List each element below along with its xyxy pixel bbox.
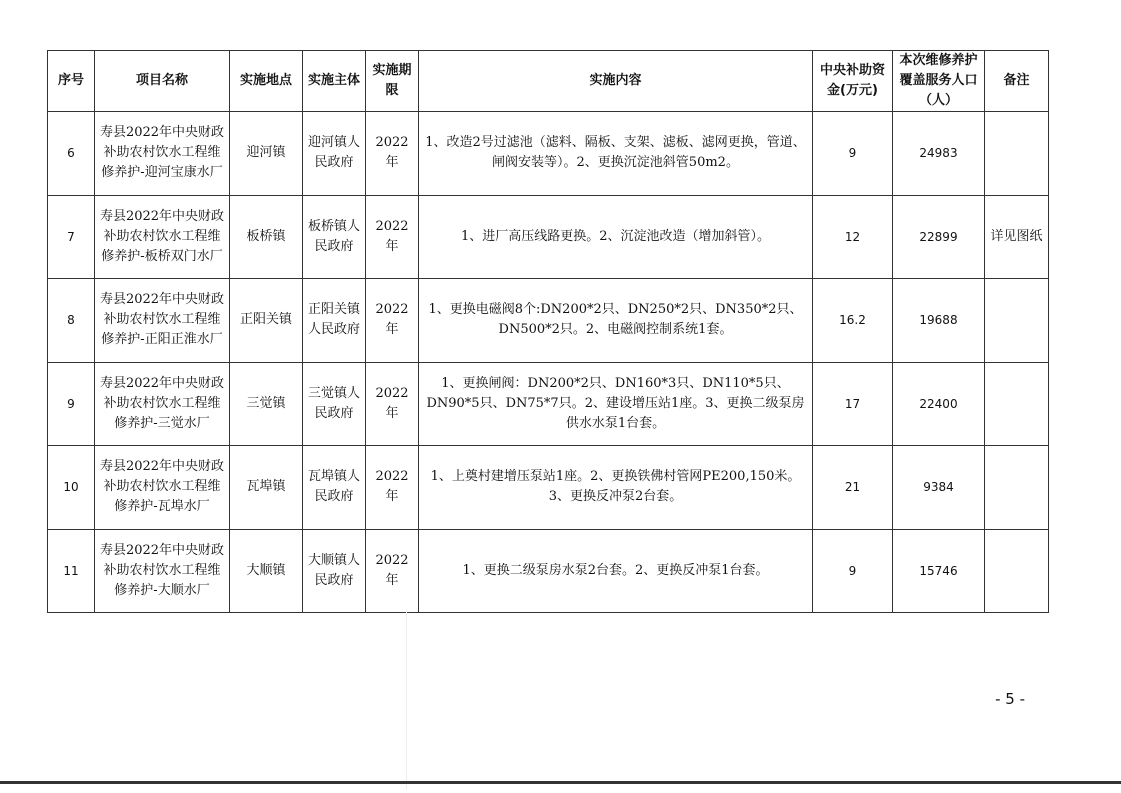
cell-funds: 12 — [813, 195, 893, 279]
cell-name: 寿县2022年中央财政补助农村饮水工程维修养护-板桥双门水厂 — [95, 195, 230, 279]
cell-funds: 21 — [813, 446, 893, 530]
header-funds: 中央补助资金(万元) — [813, 51, 893, 112]
table-row — [48, 195, 1049, 279]
cell-funds: 9 — [813, 112, 893, 196]
cell-remarks — [985, 446, 1049, 530]
cell-period: 2022年 — [366, 279, 419, 363]
cell-remarks — [985, 362, 1049, 446]
fold-line — [406, 610, 407, 790]
cell-period: 2022年 — [366, 112, 419, 196]
cell-location: 迎河镇 — [230, 112, 303, 196]
cell-location: 大顺镇 — [230, 529, 303, 613]
header-name: 项目名称 — [95, 51, 230, 112]
cell-population: 19688 — [893, 279, 985, 363]
cell-period: 2022年 — [366, 446, 419, 530]
header-index: 序号 — [48, 51, 95, 112]
cell-remarks — [985, 279, 1049, 363]
header-location: 实施地点 — [230, 51, 303, 112]
cell-index: 10 — [48, 446, 95, 530]
cell-remarks — [985, 112, 1049, 196]
cell-location: 三觉镇 — [230, 362, 303, 446]
table-row — [48, 446, 1049, 530]
cell-name: 寿县2022年中央财政补助农村饮水工程维修养护-三觉水厂 — [95, 362, 230, 446]
cell-population: 15746 — [893, 529, 985, 613]
cell-entity: 正阳关镇人民政府 — [303, 279, 366, 363]
page-number: - 5 - — [995, 690, 1025, 708]
cell-funds: 9 — [813, 529, 893, 613]
cell-content: 1、改造2号过滤池（滤料、隔板、支架、滤板、滤网更换，管道、闸阀安装等）。2、更换沉淀池斜管50m2。 — [419, 112, 813, 196]
cell-funds: 16.2 — [813, 279, 893, 363]
cell-index: 9 — [48, 362, 95, 446]
header-remarks: 备注 — [985, 51, 1049, 112]
header-entity: 实施主体 — [303, 51, 366, 112]
cell-index: 6 — [48, 112, 95, 196]
cell-remarks — [985, 529, 1049, 613]
header-period: 实施期限 — [366, 51, 419, 112]
cell-funds: 17 — [813, 362, 893, 446]
cell-entity: 板桥镇人民政府 — [303, 195, 366, 279]
cell-name: 寿县2022年中央财政补助农村饮水工程维修养护-大顺水厂 — [95, 529, 230, 613]
cell-population: 22400 — [893, 362, 985, 446]
cell-entity: 迎河镇人民政府 — [303, 112, 366, 196]
cell-entity: 大顺镇人民政府 — [303, 529, 366, 613]
cell-entity: 三觉镇人民政府 — [303, 362, 366, 446]
cell-location: 正阳关镇 — [230, 279, 303, 363]
cell-entity: 瓦埠镇人民政府 — [303, 446, 366, 530]
cell-content: 1、更换电磁阀8个:DN200*2只、DN250*2只、DN350*2只、DN500*2只。2、电磁阀控制系统1套。 — [419, 279, 813, 363]
cell-index: 11 — [48, 529, 95, 613]
table-row — [48, 362, 1049, 446]
table-row — [48, 279, 1049, 363]
cell-name: 寿县2022年中央财政补助农村饮水工程维修养护-正阳正淮水厂 — [95, 279, 230, 363]
cell-name: 寿县2022年中央财政补助农村饮水工程维修养护-迎河宝康水厂 — [95, 112, 230, 196]
cell-population: 9384 — [893, 446, 985, 530]
cell-population: 24983 — [893, 112, 985, 196]
header-population: 本次维修养护覆盖服务人口（人） — [893, 51, 985, 112]
cell-index: 8 — [48, 279, 95, 363]
cell-name: 寿县2022年中央财政补助农村饮水工程维修养护-瓦埠水厂 — [95, 446, 230, 530]
project-table — [47, 50, 1049, 613]
cell-period: 2022年 — [366, 529, 419, 613]
cell-location: 板桥镇 — [230, 195, 303, 279]
cell-period: 2022年 — [366, 362, 419, 446]
cell-period: 2022年 — [366, 195, 419, 279]
cell-remarks: 详见图纸 — [985, 195, 1049, 279]
cell-content: 1、更换闸阀：DN200*2只、DN160*3只、DN110*5只、DN90*5只、DN75*7只。2、建设增压站1座。3、更换二级泵房供水水泵1台套。 — [419, 362, 813, 446]
cell-content: 1、进厂高压线路更换。2、沉淀池改造（增加斜管）。 — [419, 195, 813, 279]
table-row — [48, 112, 1049, 196]
cell-population: 22899 — [893, 195, 985, 279]
cell-index: 7 — [48, 195, 95, 279]
table-row — [48, 529, 1049, 613]
bottom-rule — [0, 781, 1121, 784]
table-header-row — [48, 51, 1049, 112]
cell-content: 1、更换二级泵房水泵2台套。2、更换反冲泵1台套。 — [419, 529, 813, 613]
cell-content: 1、上奠村建增压泵站1座。2、更换铁佛村管网PE200,150米。3、更换反冲泵2台套。 — [419, 446, 813, 530]
header-content: 实施内容 — [419, 51, 813, 112]
cell-location: 瓦埠镇 — [230, 446, 303, 530]
